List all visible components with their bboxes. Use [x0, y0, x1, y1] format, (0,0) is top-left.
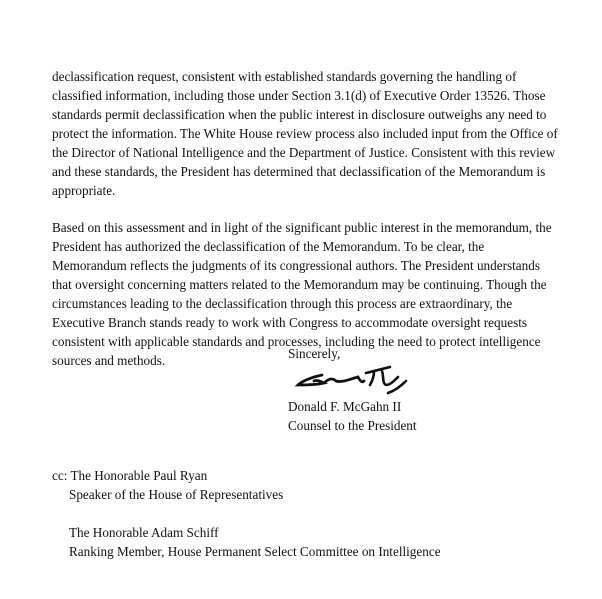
- spacer: [52, 504, 441, 523]
- cc-title: Speaker of the House of Representatives: [69, 487, 284, 502]
- cc-name: The Honorable Paul Ryan: [70, 468, 208, 483]
- text-line: consistent with applicable standards and processes, including the need to protect intelligence: [52, 334, 541, 349]
- cc-block: [52, 466, 441, 561]
- text-line: circumstances leading to the declassification through this process are extraordinary, the: [52, 296, 513, 311]
- text-line: standards permit declassification when the public interest in disclosure outweighs any need to: [52, 107, 547, 122]
- text-line: sources and methods.: [52, 353, 166, 368]
- text-line: Based on this assessment and in light of the significant public interest in the memorandum, the: [52, 220, 552, 235]
- text-line: declassification request, consistent with established standards governing the handling of: [52, 69, 517, 84]
- text-line: appropriate.: [52, 183, 116, 198]
- salutation-text: Sincerely,: [288, 346, 341, 361]
- text-line: Memorandum reflects the judgments of its congressional authors. The President understands: [52, 258, 540, 273]
- signatory-name: Donald F. McGahn II: [288, 399, 402, 414]
- closing-salutation: [288, 344, 340, 363]
- text-line: protect the information. The White House review process also included input from the Office of: [52, 126, 558, 141]
- cc-prefix: cc:: [52, 468, 71, 483]
- text-line: the Director of National Intelligence and the Department of Justice. Consistent with this review: [52, 145, 556, 160]
- text-line: President has authorized the declassification of the Memorandum. To be clear, the: [52, 239, 485, 254]
- text-line: classified information, including those under Section 3.1(d) of Executive Order 13526. Those: [52, 88, 546, 103]
- signatory-title: Counsel to the President: [288, 418, 417, 433]
- text-line: that oversight concerning matters related to the Memorandum may be continuing. Though the: [52, 277, 547, 292]
- signature: [294, 363, 414, 397]
- cc-title: Ranking Member, House Permanent Select Committee on Intelligence: [69, 544, 441, 559]
- text-line: and these standards, the President has determined that declassification of the Memorandum is: [52, 164, 546, 179]
- signatory-block: [288, 397, 417, 435]
- text-line: Executive Branch stands ready to work with Congress to accommodate oversight requests: [52, 315, 527, 330]
- paragraph-1: [52, 67, 558, 200]
- cc-name: The Honorable Adam Schiff: [69, 525, 219, 540]
- cc-recipient-1: [52, 466, 441, 485]
